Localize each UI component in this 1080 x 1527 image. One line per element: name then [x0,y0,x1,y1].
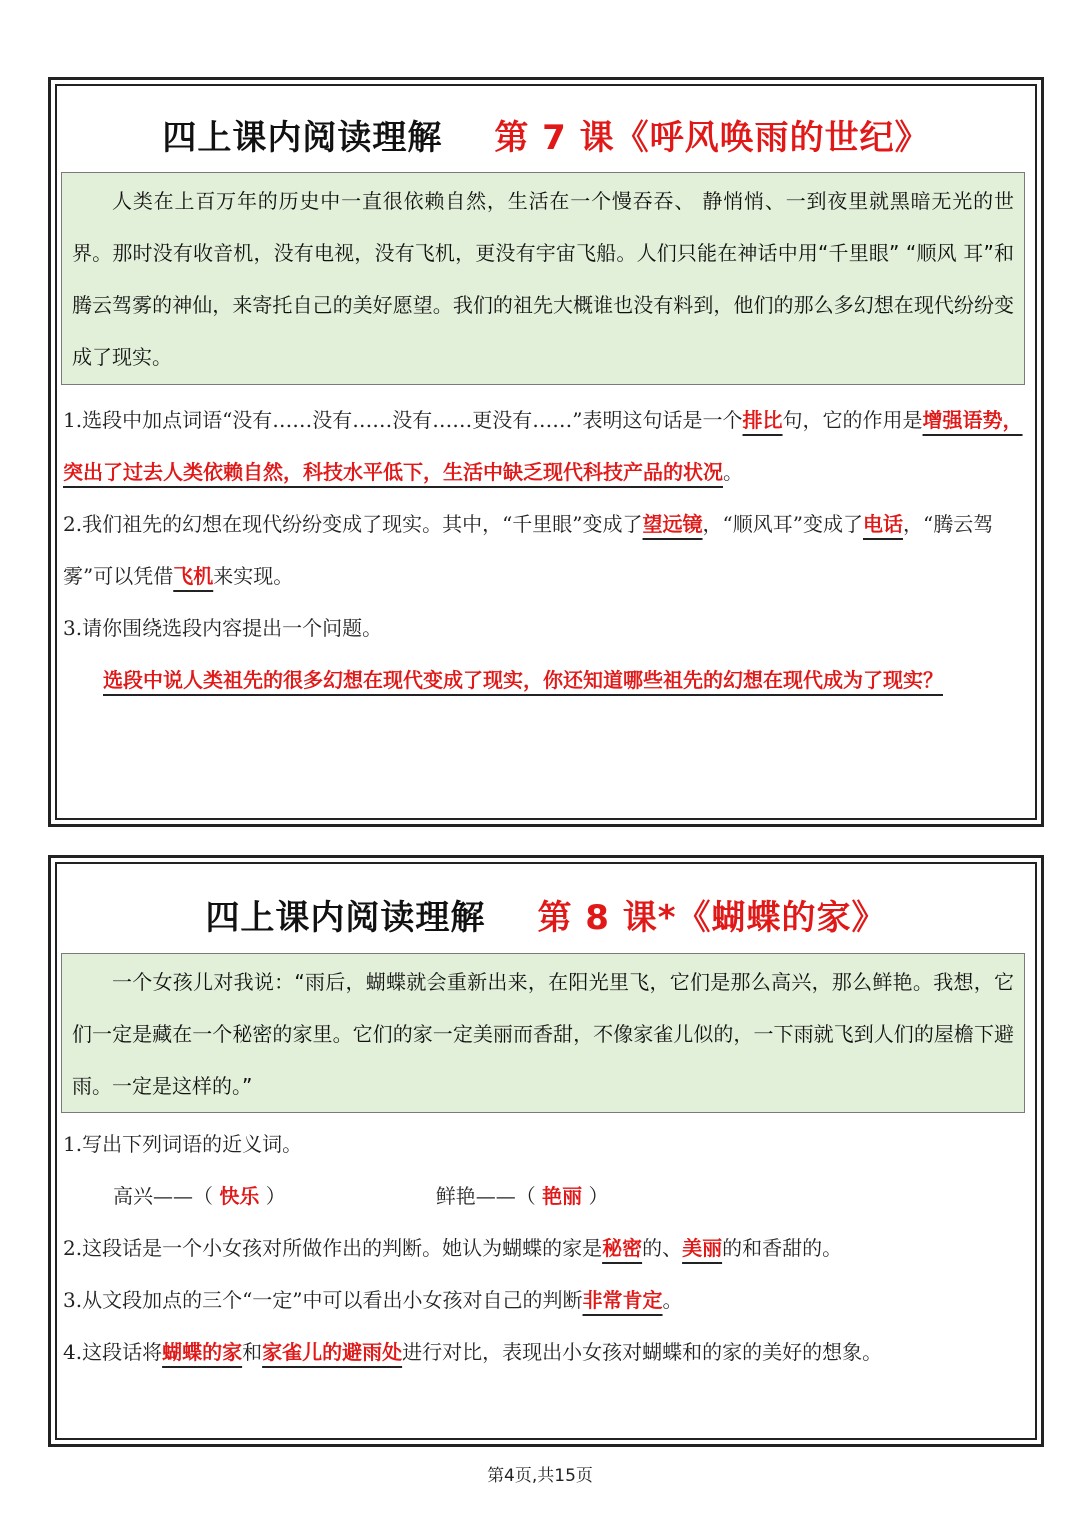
l8q3-answer: 非常肯定 [582,1288,663,1312]
lesson8-card [48,855,1044,1447]
q1-text-2: 句，它的作用是 [782,408,923,432]
q2-text-3: ，“腾云驾雾”可以凭借 [63,512,994,588]
l8q4-answer-2: 家雀儿的避雨处 [262,1340,403,1364]
l8q2-text: 2.这段话是一个小女孩对所做作出的判断。她认为蝴蝶的家是 [63,1236,603,1260]
q2-answer-1: 望远镜 [642,512,703,536]
lesson7-passage-box [61,172,1025,385]
lesson8-question-3 [63,1274,1029,1326]
l8q2-text-2: 的、 [642,1236,683,1260]
lesson8-lesson-name: 第 8 课*《蝴蝶的家》 [537,898,887,938]
lesson7-header: 四上课内阅读理解 [162,118,443,158]
l8q2-answer-2: 美丽 [682,1236,723,1260]
syn-close-2: ） [588,1184,609,1208]
syn-close-1: ） [265,1184,286,1208]
syn-word-2: 鲜艳——（ [435,1184,536,1208]
q1-answer-2: 增强语势，突出了过去人类依赖自然，科技水平低下，生活中缺乏现代科技产品的状况 [63,408,1023,484]
q2-text: 2.我们祖先的幻想在现代纷纷变成了现实。其中，“千里眼”变成了 [63,512,643,536]
lesson8-question-2 [63,1222,1029,1274]
lesson8-synonyms [63,1170,1029,1222]
l8q2-answer-1: 秘密 [602,1236,643,1260]
lesson8-title [51,890,1041,939]
lesson8-header: 四上课内阅读理解 [205,898,486,938]
lesson7-passage-text: 人类在上百万年的历史中一直很依赖自然，生活在一个慢吞吞、 静悄悄、一到夜里就黑暗无光的世界。那时没有收音机，没有电视，没有飞机，更没有宇宙飞船。人们只能在神话中用“千里眼” “顺风 耳”和腾云驾雾的神仙，来寄托自己的美好愿望。我们的祖先大概谁也没有料到，他们的那么多幻想在现代纷纷变成了现实。 [72,189,1014,369]
page-footer: 第4页,共15页 [487,1466,593,1486]
lesson8-question-1: 1.写出下列词语的近义词。 [63,1132,303,1156]
q1-answer-1: 排比 [742,408,783,432]
lesson7-card [48,77,1044,827]
l8q4-text-3: 进行对比，表现出小女孩对蝴蝶和的家的美好的想象。 [402,1340,883,1364]
lesson8-questions [63,1118,1029,1378]
q3-answer: 选段中说人类祖先的很多幻想在现代变成了现实，你还知道哪些祖先的幻想在现代成为了现实？ [103,668,943,692]
q2-answer-2: 电话 [862,512,903,536]
q2-answer-3: 飞机 [173,564,214,588]
syn-word-1: 高兴——（ [113,1184,213,1208]
lesson7-question-1 [63,394,1029,498]
q2-text-2: ，“顺风耳”变成了 [702,512,863,536]
lesson8-passage-box [61,953,1025,1113]
l8q4-text-2: 和 [242,1340,263,1364]
lesson7-question-2 [63,498,1029,602]
syn-answer-2: 艳丽 [542,1184,583,1208]
l8q4-answer-1: 蝴蝶的家 [162,1340,243,1364]
l8q3-text: 3.从文段加点的三个“一定”中可以看出小女孩对自己的判断 [63,1288,583,1312]
lesson7-questions [63,394,1029,706]
q2-text-4: 来实现。 [213,564,294,588]
q1-text: 1.选段中加点词语“没有……没有……没有……更没有……”表明这句话是一个 [63,408,743,432]
l8q3-text-2: 。 [662,1288,683,1312]
l8q4-text: 4.这段话将 [63,1340,163,1364]
lesson7-question-3: 3.请你围绕选段内容提出一个问题。 [63,616,383,640]
lesson7-title [51,110,1041,159]
lesson7-lesson-name: 第 7 课《呼风唤雨的世纪》 [494,118,930,158]
lesson8-passage-text: 一个女孩儿对我说：“雨后，蝴蝶就会重新出来，在阳光里飞，它们是那么高兴，那么鲜艳。我想，它们一定是藏在一个秘密的家里。它们的家一定美丽而香甜，不像家雀儿似的，一下雨就飞到人们的屋檐下避雨。一定是这样的。” [72,970,1014,1098]
syn-answer-1: 快乐 [219,1184,260,1208]
lesson7-question-3-answer [63,654,1029,706]
l8q2-text-3: 的和香甜的。 [722,1236,843,1260]
q1-text-3: 。 [723,460,743,484]
lesson8-question-4 [63,1326,1029,1378]
